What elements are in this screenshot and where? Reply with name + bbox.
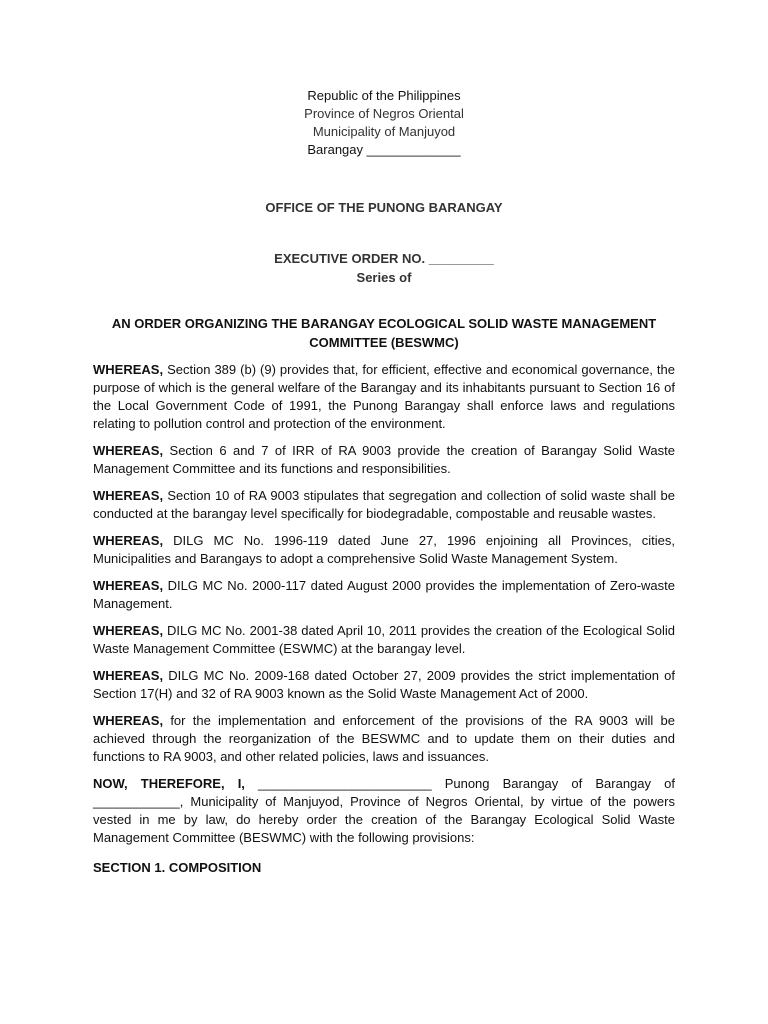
whereas-label: WHEREAS, [93,443,164,458]
section-1-heading: SECTION 1. COMPOSITION [93,860,262,875]
whereas-clause [93,667,675,703]
letterhead [0,87,768,159]
province-line: Province of Negros Oriental [304,106,464,121]
whereas-text: DILG MC No. 2000-117 dated August 2000 provides the implementation of Zero-waste Management. [93,578,675,611]
whereas-label: WHEREAS, [93,578,164,593]
whereas-text: Section 389 (b) (9) provides that, for efficient, effective and economical governance, the purpose of which is the general welfare of the Barangay and its inhabitants pursuant to Section 16 of the Local Government Code of 1991, the Punong Barangay shall enforce laws and regulations relating to pollution control and protection of the environment. [93,362,675,431]
whereas-label: WHEREAS, [93,533,164,548]
executive-order-heading [0,249,768,287]
whereas-label: WHEREAS, [93,668,164,683]
whereas-text: DILG MC No. 1996-119 dated June 27, 1996 enjoining all Provinces, cities, Municipalities and Barangays to adopt a comprehensive Solid Waste Management System. [93,533,675,566]
document-body [93,361,675,877]
whereas-text: DILG MC No. 2001-38 dated April 10, 2011 provides the creation of the Ecological Solid Waste Management Committee (ESWMC) at the barangay level. [93,623,675,656]
whereas-clause [93,712,675,766]
whereas-clause [93,361,675,433]
whereas-clause [93,442,675,478]
whereas-clause [93,532,675,568]
order-title: AN ORDER ORGANIZING THE BARANGAY ECOLOGICAL SOLID WASTE MANAGEMENT COMMITTEE (BESWMC) [111,316,657,350]
office-heading: OFFICE OF THE PUNONG BARANGAY [265,200,503,215]
whereas-label: WHEREAS, [93,623,164,638]
executive-order-number: EXECUTIVE ORDER NO. _________ [274,251,494,266]
whereas-label: WHEREAS, [93,713,164,728]
now-therefore-text: ________________________ Punong Barangay of Barangay of ____________, Municipality of Manjuyod, Province of Negros Oriental, by virtue of the powers vested in me by law, do hereby order the creation of the Barangay Ecological Solid Waste Management Committee (BESWMC) with the following provisions: [93,776,675,845]
whereas-label: WHEREAS, [93,362,164,377]
whereas-text: DILG MC No. 2009-168 dated October 27, 2009 provides the strict implementation of Section 17(H) and 32 of RA 9003 known as the Solid Waste Management Act of 2000. [93,668,675,701]
now-therefore-label: NOW, THEREFORE, I, [93,776,245,791]
republic-line: Republic of the Philippines [307,88,461,103]
whereas-clause [93,577,675,613]
whereas-text: Section 10 of RA 9003 stipulates that segregation and collection of solid waste shall be conducted at the barangay level specifically for biodegradable, compostable and reusable wastes. [93,488,675,521]
barangay-line: Barangay _____________ [307,142,461,157]
whereas-text: for the implementation and enforcement of the provisions of the RA 9003 will be achieved through the reorganization of the BESWMC and to update them on their duties and functions to RA 9003, and other related policies, laws and issuances. [93,713,675,764]
executive-order-series: Series of [356,270,412,285]
whereas-clause [93,622,675,658]
now-therefore-clause [93,775,675,847]
municipality-line: Municipality of Manjuyod [312,124,456,139]
whereas-label: WHEREAS, [93,488,164,503]
whereas-clause [93,487,675,523]
whereas-text: Section 6 and 7 of IRR of RA 9003 provide the creation of Barangay Solid Waste Management Committee and its functions and responsibilities. [93,443,675,476]
